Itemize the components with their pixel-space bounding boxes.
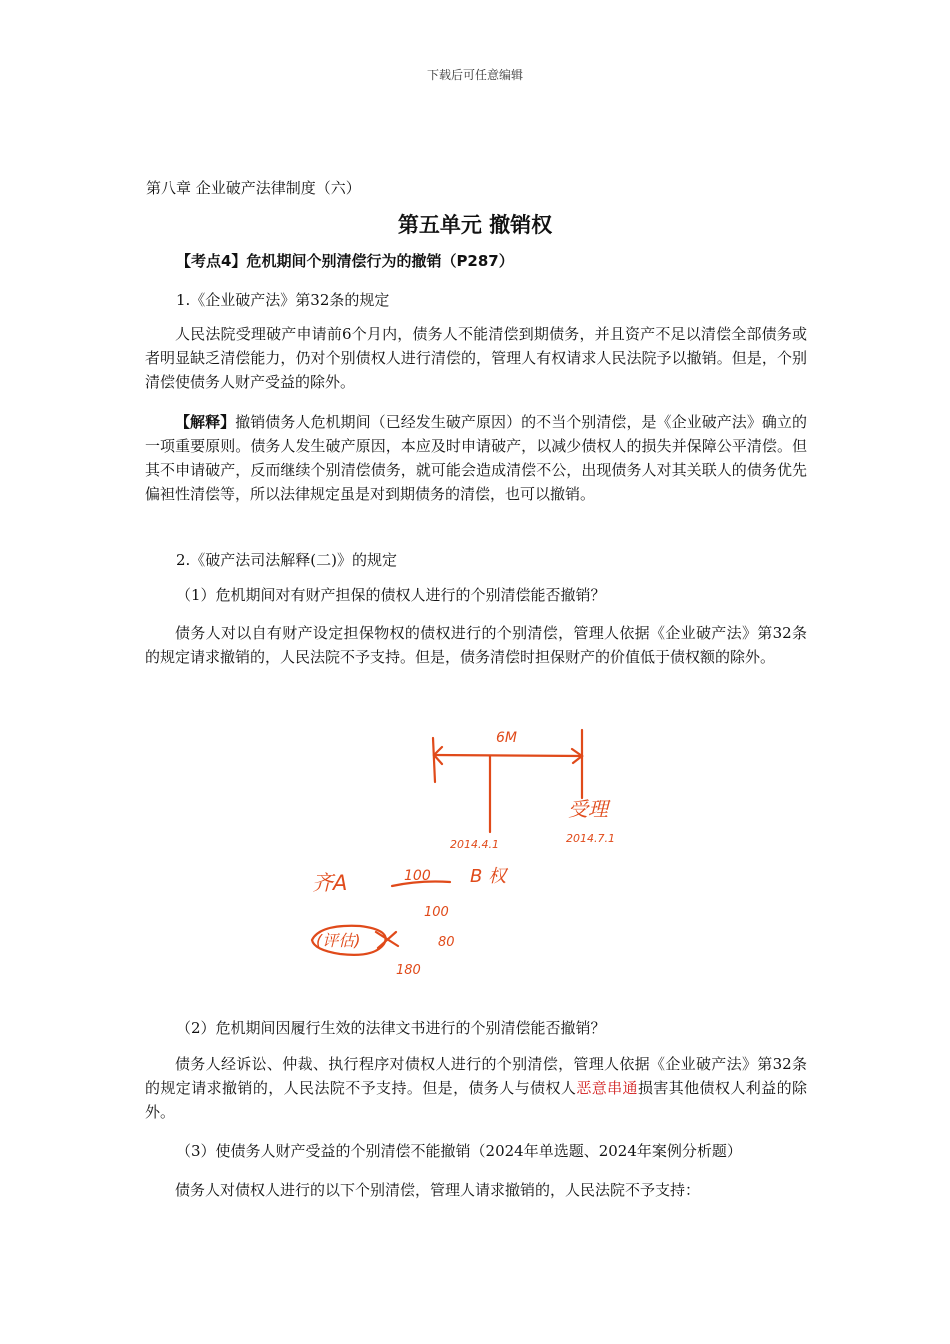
sketch-amount-3: 180	[396, 963, 421, 978]
sketch-left-tick	[433, 738, 435, 782]
sketch-amount-1: 100	[424, 905, 449, 920]
malicious-collusion-highlight: 恶意串通	[576, 1079, 638, 1097]
chapter-title: 第八章 企业破产法律制度（六）	[146, 179, 361, 197]
question-1-body: 债务人对以自有财产设定担保物权的债权进行的个别清偿，管理人依据《企业破产法》第32条的规定请求撤销的，人民法院不予支持。但是，债务清偿时担保财产的价值低于债权额的除外。	[145, 624, 807, 666]
question-2-heading: （2）危机期间因履行生效的法律文书进行的个别清偿能否撤销？	[176, 1019, 606, 1037]
header-note: 下载后可任意编辑	[426, 68, 523, 82]
section-1-heading: 1.《企业破产法》第32条的规定	[176, 291, 390, 309]
sketch-amount-2: 80	[438, 935, 455, 950]
sketch-date-start: 2014.4.1	[450, 838, 499, 851]
sketch-amount-top: 100	[404, 868, 431, 884]
sketch-date-accept: 2014.7.1	[566, 832, 615, 845]
sketch-party-b: B 权	[470, 866, 507, 887]
handwritten-sketch	[300, 712, 660, 982]
sketch-period-label: 6M	[496, 730, 517, 746]
question-3-body: 债务人对债权人进行的以下个别清偿，管理人请求撤销的，人民法院不予支持：	[175, 1181, 701, 1199]
section-2-heading: 2.《破产法司法解释(二)》的规定	[176, 551, 398, 569]
sketch-party-a: 齐A	[312, 871, 348, 895]
question-2-body-pre: 债务人经诉讼、仲裁、执行程序对债权人进行的个别清偿，管理人依据《企业破产法》第32条的规定请求撤销的，人民法院不予支持。但是，债务人与债权人	[145, 1055, 807, 1097]
unit-title: 第五单元 撤销权	[397, 213, 553, 237]
question-2-body-post: 损害其他债权人利益的除外。	[145, 1079, 807, 1121]
explanation-paragraph	[145, 410, 807, 506]
explanation-label: 【解释】	[175, 413, 236, 431]
key-point-heading: 【考点4】危机期间个别清偿行为的撤销（P287）	[176, 252, 514, 270]
section-1-body: 人民法院受理破产申请前6个月内，债务人不能清偿到期债务，并且资产不足以清偿全部债务或者明显缺乏清偿能力，仍对个别债权人进行清偿的，管理人有权请求人民法院予以撤销。但是，个别清偿使债务人财产受益的除外。	[145, 325, 807, 391]
sketch-circled-note: (评估)	[316, 931, 361, 950]
explanation-body: 撤销债务人危机期间（已经发生破产原因）的不当个别清偿，是《企业破产法》确立的一项重要原则。债务人发生破产原因，本应及时申请破产，以减少债权人的损失并保障公平清偿。但其不申请破产，反而继续个别清偿债务，就可能会造成清偿不公，出现债务人对其关联人的债务优先偏袒性清偿等，所以法律规定虽是对到期债务的清偿，也可以撤销。	[145, 413, 807, 503]
question-1-heading: （1）危机期间对有财产担保的债权人进行的个别清偿能否撤销？	[176, 586, 606, 604]
sketch-accept-label: 受理	[568, 797, 608, 821]
sketch-period-arrow	[434, 755, 582, 756]
question-2-body	[145, 1052, 807, 1124]
question-3-heading: （3）使债务人财产受益的个别清偿不能撤销（2024年单选题、2024年案例分析题）	[176, 1142, 742, 1160]
